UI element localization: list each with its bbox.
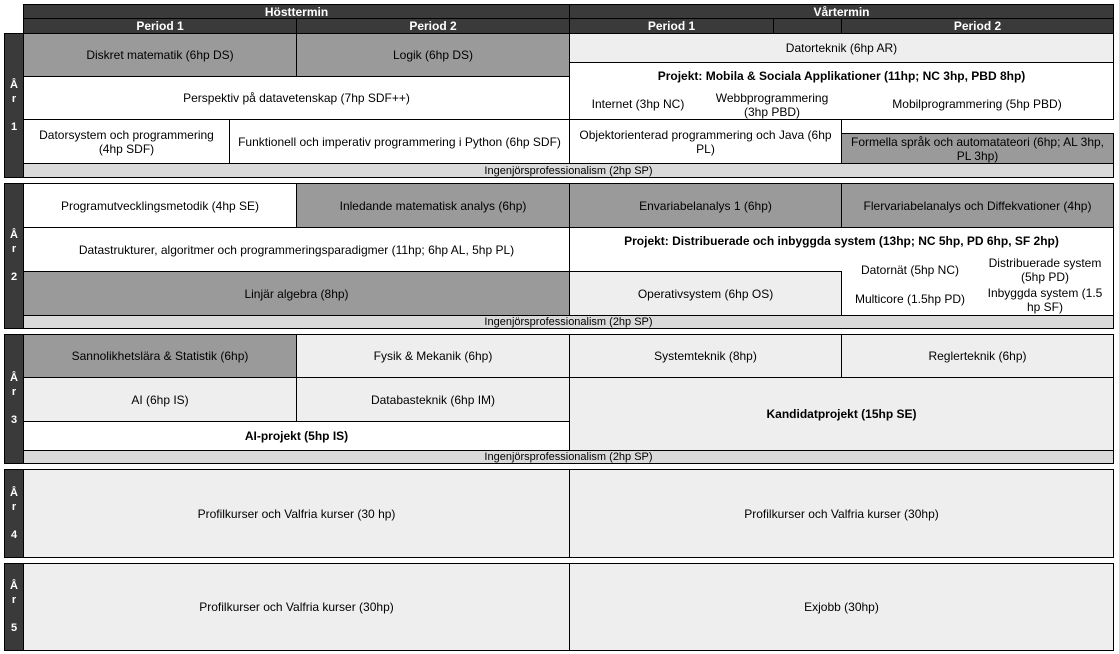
header-vartermin-label: Vårtermin bbox=[813, 4, 870, 19]
year-label-letter: Å bbox=[10, 486, 18, 499]
course-label: Logik (6hp DS) bbox=[392, 48, 474, 62]
course-datornat bbox=[845, 262, 975, 278]
course-label: Profilkurser och Valfria kurser (30 hp) bbox=[197, 506, 396, 521]
course-mobilprogrammering bbox=[842, 90, 1112, 118]
course-distribuerade-system bbox=[980, 255, 1110, 285]
course-inledande-analys bbox=[296, 183, 570, 228]
project-title-label: Projekt: Mobila & Sociala Applikationer (11hp; NC 3hp, PBD 8hp) bbox=[657, 69, 1026, 83]
course-flervariabelanalys bbox=[841, 183, 1114, 228]
header-vt-period2-spacer bbox=[773, 18, 842, 34]
header-ht-period1-label: Period 1 bbox=[136, 19, 184, 33]
year-label-letter: Å bbox=[10, 78, 18, 91]
course-ingenjorsprofessionalism-2 bbox=[23, 315, 1114, 329]
course-operativsystem bbox=[569, 271, 842, 316]
course-profilkurser-ar4-vt bbox=[569, 469, 1114, 558]
year-label-2 bbox=[4, 183, 24, 329]
course-datorteknik bbox=[569, 33, 1114, 63]
project-distribuerade-title bbox=[570, 232, 1113, 250]
course-databasteknik bbox=[296, 377, 570, 422]
year-label-number: 2 bbox=[10, 271, 18, 283]
course-label: Flervariabelanalys och Diffekvationer (4hp) bbox=[863, 198, 1092, 213]
course-label: Operativsystem (6hp OS) bbox=[637, 286, 774, 301]
year-label-5 bbox=[4, 563, 24, 651]
course-ingenjorsprofessionalism-1 bbox=[23, 163, 1114, 178]
course-linjar-algebra bbox=[23, 271, 570, 316]
course-envariabelanalys bbox=[569, 183, 842, 228]
year-label-gap bbox=[12, 106, 15, 120]
course-label: Ingenjörsprofessionalism (2hp SP) bbox=[484, 316, 653, 328]
course-label: Exjobb (30hp) bbox=[804, 600, 879, 614]
course-label: Kandidatprojekt (15hp SE) bbox=[766, 407, 917, 421]
course-profilkurser-ar5-ht bbox=[23, 563, 570, 651]
course-reglerteknik bbox=[841, 334, 1114, 378]
header-hosttermin-label: Hösttermin bbox=[264, 4, 329, 19]
course-datorsystem bbox=[23, 119, 230, 164]
course-label: Profilkurser och Valfria kurser (30hp) bbox=[744, 506, 939, 521]
year-label-3 bbox=[4, 334, 24, 464]
course-programutvecklingsmetodik bbox=[23, 183, 297, 228]
course-internet bbox=[572, 90, 704, 118]
year-label-number: 1 bbox=[10, 120, 18, 133]
course-logik bbox=[296, 33, 570, 77]
course-label: Databasteknik (6hp IM) bbox=[370, 392, 496, 407]
course-sannolikhetslara bbox=[23, 334, 297, 378]
year-label-number: 5 bbox=[10, 622, 18, 634]
course-label: AI (6hp IS) bbox=[131, 392, 189, 407]
year-label-letter: r bbox=[11, 500, 17, 513]
course-label: Inbyggda system (1.5 hp SF) bbox=[987, 286, 1103, 314]
course-multicore bbox=[845, 291, 975, 307]
header-ht-period2 bbox=[296, 18, 570, 34]
course-label: Envariabelanalys 1 (6hp) bbox=[639, 198, 772, 213]
header-hosttermin bbox=[23, 4, 570, 19]
course-label: Datorteknik (6hp AR) bbox=[785, 41, 898, 55]
course-label: AI-projekt (5hp IS) bbox=[244, 429, 349, 443]
year-label-letter: Å bbox=[10, 372, 18, 384]
course-label: Fysik & Mekanik (6hp) bbox=[373, 349, 493, 363]
course-label: Datastrukturer, algoritmer och programmeringsparadigmer (11hp; 6hp AL, 5hp PL) bbox=[78, 242, 515, 257]
header-vt-period1-label: Period 1 bbox=[647, 19, 696, 33]
course-funktionell bbox=[229, 119, 570, 164]
course-label: Ingenjörsprofessionalism (2hp SP) bbox=[484, 164, 653, 177]
year-label-letter: r bbox=[11, 594, 17, 606]
header-ht-period2-label: Period 2 bbox=[409, 19, 457, 33]
course-label: Datorsystem och programmering (4hp SDF) bbox=[39, 127, 214, 156]
course-label: Internet (3hp NC) bbox=[591, 97, 685, 111]
course-perspektiv bbox=[23, 76, 570, 120]
course-fysik-mekanik bbox=[296, 334, 570, 378]
year-label-letter: Å bbox=[10, 229, 18, 241]
project-mobila-title bbox=[570, 66, 1113, 86]
course-label: Diskret matematik (6hp DS) bbox=[86, 48, 234, 62]
course-label: Funktionell och imperativ programmering i Python (6hp SDF) bbox=[238, 134, 561, 149]
year-label-gap bbox=[12, 514, 15, 528]
project-title-label: Projekt: Distribuerade och inbyggda system (13hp; NC 5hp, PD 6hp, SF 2hp) bbox=[624, 234, 1059, 248]
course-diskret-matematik bbox=[23, 33, 297, 77]
header-vt-period2 bbox=[841, 18, 1114, 34]
year-label-letter: r bbox=[11, 92, 17, 105]
year-label-gap bbox=[12, 399, 15, 413]
course-label: Datornät (5hp NC) bbox=[860, 263, 960, 277]
course-exjobb bbox=[569, 563, 1114, 651]
course-webbprogrammering bbox=[706, 90, 838, 120]
header-vt-period1 bbox=[569, 18, 774, 34]
header-ht-period1 bbox=[23, 18, 297, 34]
year-label-number: 3 bbox=[10, 414, 18, 426]
course-label: Linjär algebra (8hp) bbox=[244, 286, 349, 301]
course-label: Inledande matematisk analys (6hp) bbox=[339, 198, 527, 213]
course-ai-projekt bbox=[23, 421, 570, 451]
course-label: Programutvecklingsmetodik (4hp SE) bbox=[60, 198, 260, 213]
header-vt-period2-label: Period 2 bbox=[953, 19, 1002, 33]
course-label: Formella språk och automatateori (6hp; AL 3hp, PL 3hp) bbox=[850, 134, 1105, 163]
course-label: Systemteknik (8hp) bbox=[654, 349, 757, 363]
course-label: Objektorienterad programmering och Java (6hp PL) bbox=[579, 127, 832, 156]
year-label-letter: r bbox=[11, 386, 17, 398]
course-label: Mobilprogrammering (5hp PBD) bbox=[892, 97, 1062, 111]
course-label: Ingenjörsprofessionalism (2hp SP) bbox=[484, 451, 653, 463]
year-label-gap bbox=[12, 607, 15, 621]
course-ingenjorsprofessionalism-3 bbox=[23, 450, 1114, 464]
course-label: Distribuerade system (5hp PD) bbox=[988, 256, 1102, 284]
course-label: Reglerteknik (6hp) bbox=[928, 349, 1027, 363]
course-label: Multicore (1.5hp PD) bbox=[854, 292, 966, 306]
header-vartermin bbox=[569, 4, 1114, 19]
year-label-4 bbox=[4, 469, 24, 558]
course-kandidatprojekt bbox=[569, 377, 1114, 451]
course-profilkurser-ar4-ht bbox=[23, 469, 570, 558]
course-inbyggda-system bbox=[980, 285, 1110, 315]
course-label: Sannolikhetslära & Statistik (6hp) bbox=[71, 349, 249, 363]
year-label-1 bbox=[4, 33, 24, 178]
course-label: Webbprogrammering (3hp PBD) bbox=[715, 91, 829, 119]
year-label-letter: r bbox=[11, 243, 17, 255]
course-formella-sprak bbox=[841, 133, 1114, 164]
year-label-number: 4 bbox=[10, 528, 18, 541]
year-label-letter: Å bbox=[10, 580, 18, 592]
course-systemteknik bbox=[569, 334, 842, 378]
course-datastrukturer bbox=[23, 227, 570, 272]
course-label: Profilkurser och Valfria kurser (30hp) bbox=[199, 600, 394, 614]
course-ai bbox=[23, 377, 297, 422]
course-label: Perspektiv på datavetenskap (7hp SDF++) bbox=[183, 91, 410, 105]
course-objektorienterad bbox=[569, 119, 842, 164]
year-label-gap bbox=[12, 256, 15, 270]
